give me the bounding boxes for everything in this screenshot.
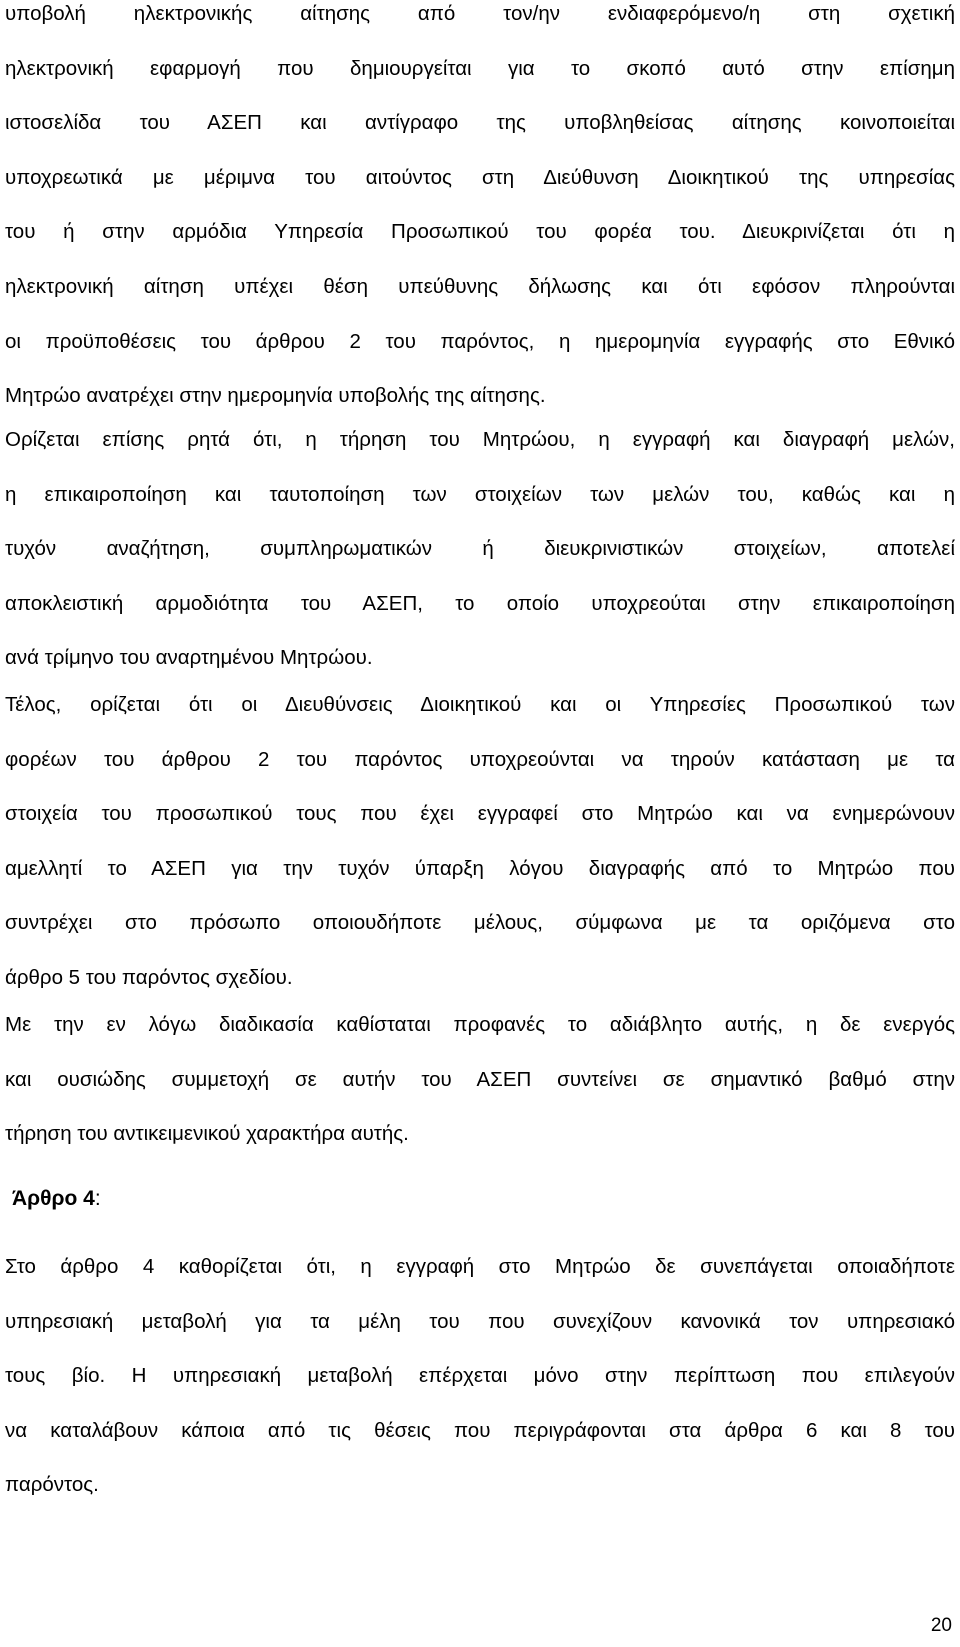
paragraph-article-4	[5, 1240, 955, 1513]
paragraph-directorates-obligations	[5, 678, 955, 1006]
text-line: του ή στην αρμόδια Υπηρεσία Προσωπικού του φορέα του. Διευκρινίζεται ότι η	[5, 220, 955, 244]
text-line: φορέων του άρθρου 2 του παρόντος υποχρεούνται να τηρούν κατάσταση με τα	[5, 747, 955, 771]
text-line: υπηρεσιακή μεταβολή για τα μέλη του που συνεχίζουν κανονικά τον υπηρεσιακό	[5, 1309, 955, 1333]
article-heading-suffix: :	[94, 1187, 101, 1210]
paragraph-procedure-impartiality	[5, 998, 955, 1162]
text-line: Στο άρθρο 4 καθορίζεται ότι, η εγγραφή στο Μητρώο δε συνεπάγεται οποιαδήποτε	[5, 1255, 955, 1278]
paragraph-registry-maintenance	[5, 413, 955, 686]
text-line: Ορίζεται επίσης ρητά ότι, η τήρηση του Μητρώου, η εγγραφή και διαγραφή μελών,	[5, 428, 955, 451]
text-line: τήρηση του αντικειμενικού χαρακτήρα αυτής.	[5, 1122, 409, 1146]
text-line: να καταλάβουν κάποια από τις θέσεις που περιγράφονται στα άρθρα 6 και 8 του	[5, 1418, 955, 1442]
text-line: η επικαιροποίηση και ταυτοποίηση των στοιχείων των μελών του, καθώς και η	[5, 482, 955, 506]
text-line: Με την εν λόγω διαδικασία καθίσταται προφανές το αδιάβλητο αυτής, η δε ενεργός	[5, 1013, 955, 1036]
text-line: Μητρώο ανατρέχει στην ημερομηνία υποβολής της αίτησης.	[5, 384, 546, 408]
text-line: αμελλητί το ΑΣΕΠ για την τυχόν ύπαρξη λόγου διαγραφής από το Μητρώο που	[5, 856, 955, 880]
article-heading	[12, 1172, 101, 1226]
text-line: ηλεκτρονική εφαρμογή που δημιουργείται για το σκοπό αυτό στην επίσημη	[5, 56, 955, 80]
text-line: υποβολή ηλεκτρονικής αίτησης από τον/ην ενδιαφερόμενο/η στη σχετική	[5, 2, 955, 25]
text-line: Τέλος, ορίζεται ότι οι Διευθύνσεις Διοικητικού και οι Υπηρεσίες Προσωπικού των	[5, 693, 955, 716]
text-line: στοιχεία του προσωπικού τους που έχει εγγραφεί στο Μητρώο και να ενημερώνουν	[5, 802, 955, 826]
text-line: τους βίο. Η υπηρεσιακή μεταβολή επέρχεται μόνο στην περίπτωση που επιλεγούν	[5, 1364, 955, 1388]
text-line: ανά τρίμηνο του αναρτημένου Μητρώου.	[5, 646, 373, 670]
text-line: αποκλειστική αρμοδιότητα του ΑΣΕΠ, το οποίο υποχρεούται στην επικαιροποίηση	[5, 591, 955, 615]
text-line: άρθρο 5 του παρόντος σχεδίου.	[5, 965, 293, 989]
text-line: συντρέχει στο πρόσωπο οποιουδήποτε μέλους, σύμφωνα με τα οριζόμενα στο	[5, 911, 955, 935]
text-line: τυχόν αναζήτηση, συμπληρωματικών ή διευκρινιστικών στοιχείων, αποτελεί	[5, 537, 955, 561]
text-line: οι προϋποθέσεις του άρθρου 2 του παρόντος, η ημερομηνία εγγραφής στο Εθνικό	[5, 329, 955, 353]
article-heading-title: Άρθρο 4	[12, 1187, 95, 1210]
text-line: ηλεκτρονική αίτηση υπέχει θέση υπεύθυνης δήλωσης και ότι εφόσον πληρούνται	[5, 274, 955, 298]
text-line: ιστοσελίδα του ΑΣΕΠ και αντίγραφο της υποβληθείσας αίτησης κοινοποιείται	[5, 111, 955, 135]
page-number: 20	[930, 1615, 952, 1636]
text-line: και ουσιώδης συμμετοχή σε αυτήν του ΑΣΕΠ συντείνει σε σημαντικό βαθμό στην	[5, 1067, 955, 1091]
text-line: παρόντος.	[5, 1473, 99, 1497]
text-line: υποχρεωτικά με μέριμνα του αιτούντος στη Διεύθυνση Διοικητικού της υπηρεσίας	[5, 165, 955, 189]
paragraph-application-submission	[5, 0, 955, 424]
